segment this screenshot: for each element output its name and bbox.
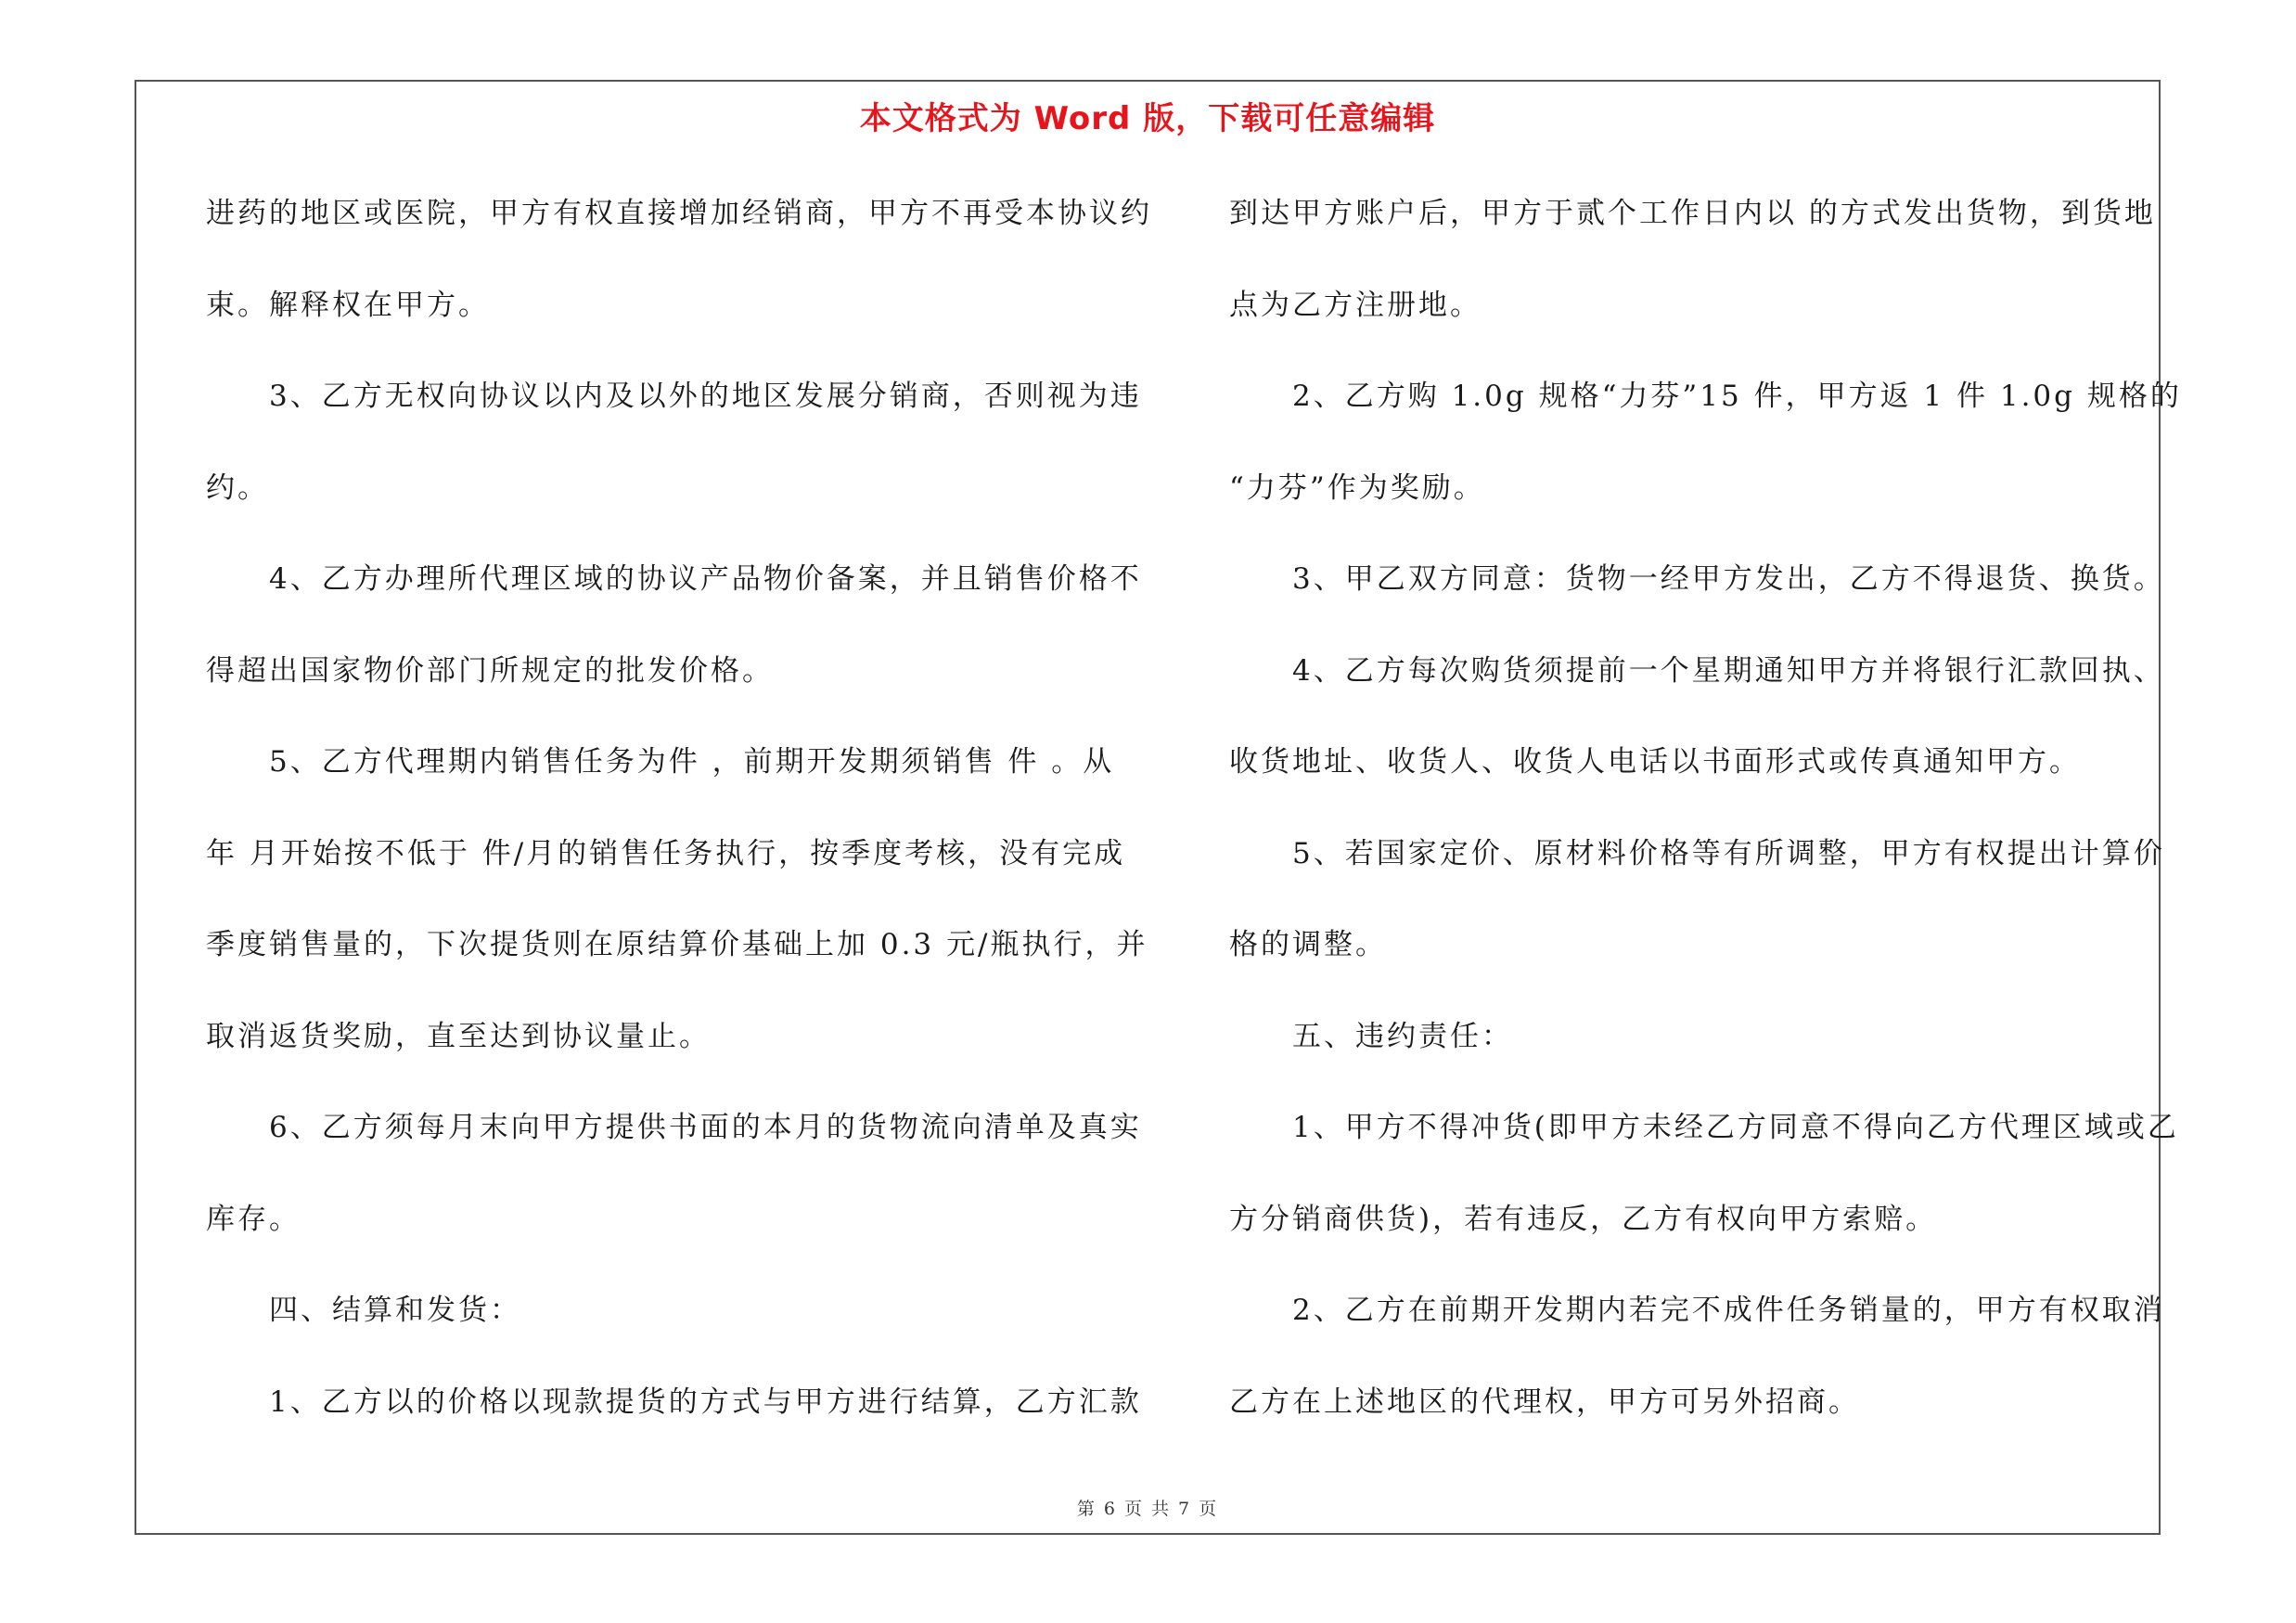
text-line: 乙方在上述地区的代理权，甲方可另外招商。: [1229, 1385, 1860, 1419]
text-line: 1、甲方不得冲货(即甲方未经乙方同意不得向乙方代理区域或乙: [1292, 1111, 2179, 1144]
text-line: 进药的地区或医院，甲方有权直接增加经销商，甲方不再受本协议约: [206, 197, 1152, 230]
text-line: 3、乙方无权向协议以内及以外的地区发展分销商，否则视为违: [269, 380, 1142, 413]
page-number-footer: 第 6 页 共 7 页: [1076, 1499, 1219, 1519]
text-line: 束。解释权在甲方。: [206, 288, 490, 322]
text-line: 2、乙方购 1.0g 规格“力芬”15 件，甲方返 1 件 1.0g 规格的: [1292, 380, 2182, 413]
text-line: 6、乙方须每月末向甲方提供书面的本月的货物流向清单及真实: [269, 1111, 1142, 1144]
text-line: 季度销售量的，下次提货则在原结算价基础上加 0.3 元/瓶执行，并: [206, 928, 1148, 961]
left-text-column: [206, 186, 1152, 1465]
text-line: 四、结算和发货：: [269, 1294, 521, 1327]
text-line: 五、违约责任：: [1292, 1019, 1513, 1053]
text-line: 5、乙方代理期内销售任务为件 ，前期开发期须销售 件 。从: [269, 745, 1115, 779]
text-line: 2、乙方在前期开发期内若完不成件任务销量的，甲方有权取消: [1292, 1294, 2165, 1327]
text-line: 取消返货奖励，直至达到协议量止。: [206, 1019, 711, 1053]
text-line: 4、乙方每次购货须提前一个星期通知甲方并将银行汇款回执、: [1292, 653, 2165, 688]
right-text-column: [1229, 186, 2182, 1465]
text-line: “力芬”作为奖励。: [1229, 470, 1485, 505]
text-line: 库存。: [206, 1202, 301, 1236]
text-line: 得超出国家物价部门所规定的批发价格。: [206, 653, 774, 688]
text-line: 格的调整。: [1229, 928, 1387, 961]
text-line: 4、乙方办理所代理区域的协议产品物价备案，并且销售价格不: [269, 562, 1142, 596]
text-line: 年 月开始按不低于 件/月的销售任务执行，按季度考核，没有完成: [206, 836, 1126, 870]
text-line: 方分销商供货)，若有违反，乙方有权向甲方索赔。: [1229, 1202, 1938, 1236]
document-page: [135, 80, 2182, 1535]
text-line: 点为乙方注册地。: [1229, 288, 1481, 322]
text-line: 5、若国家定价、原材料价格等有所调整，甲方有权提出计算价: [1292, 836, 2165, 870]
text-line: 到达甲方账户后，甲方于贰个工作日内以 的方式发出货物，到货地: [1229, 197, 2156, 230]
text-line: 1、乙方以的价格以现款提货的方式与甲方进行结算，乙方汇款: [269, 1385, 1142, 1419]
word-format-banner: 本文格式为 Word 版，下载可任意编辑: [859, 100, 1436, 137]
text-line: 3、甲乙双方同意：货物一经甲方发出，乙方不得退货、换货。: [1292, 562, 2165, 596]
text-line: 收货地址、收货人、收货人电话以书面形式或传真通知甲方。: [1229, 745, 2081, 779]
text-line: 约。: [206, 470, 269, 505]
